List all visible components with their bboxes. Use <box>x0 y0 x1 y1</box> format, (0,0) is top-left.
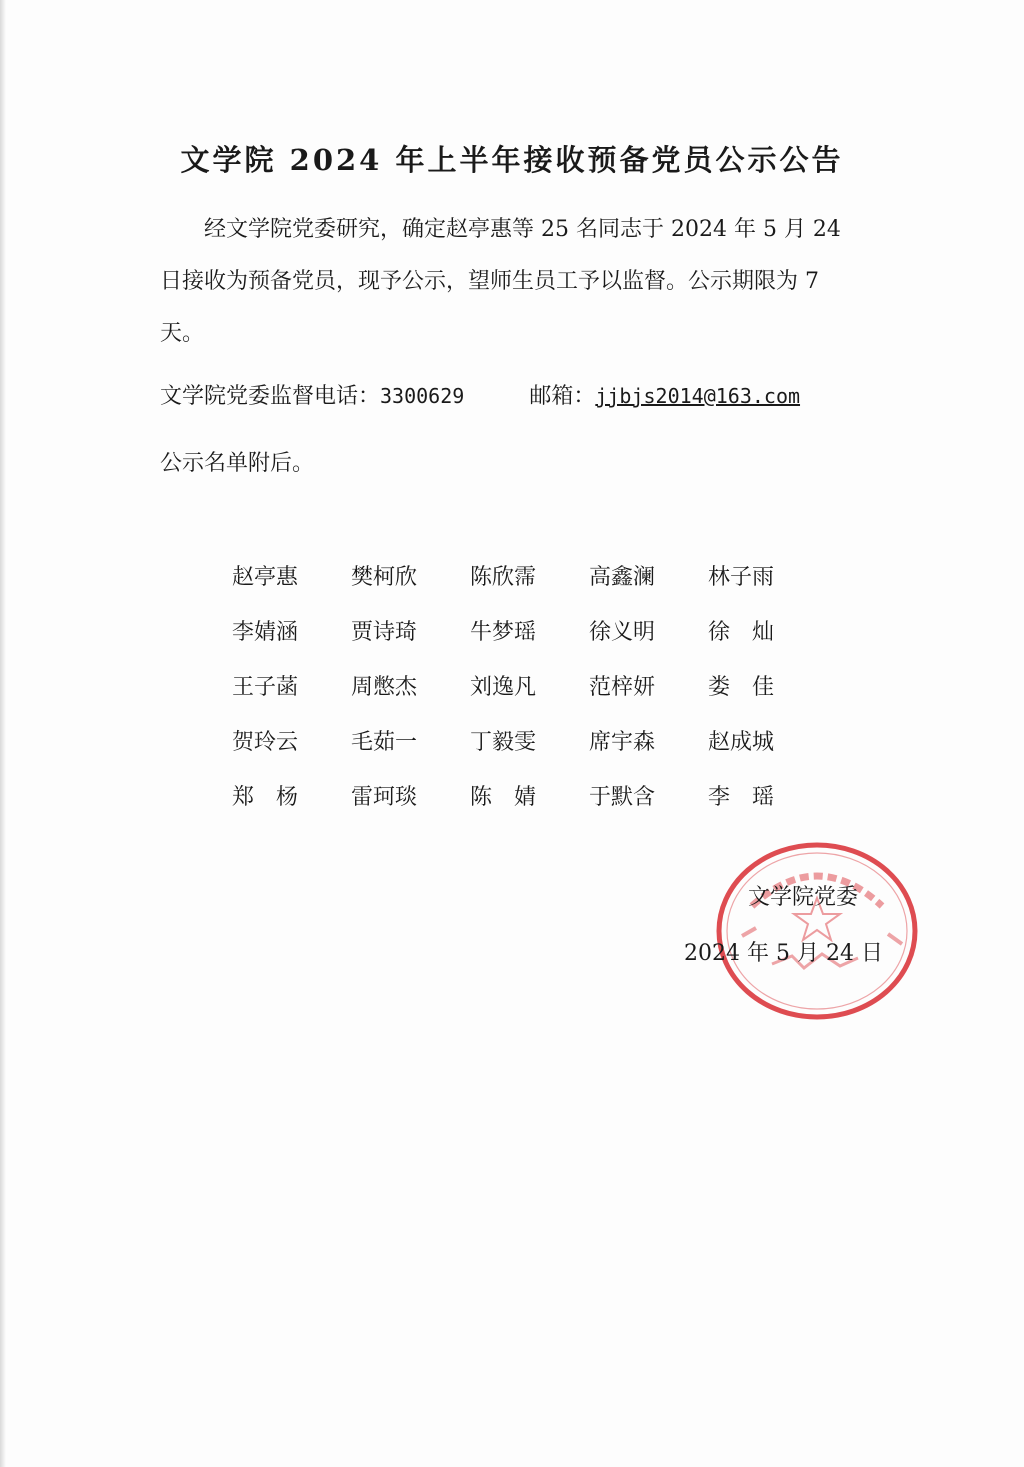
name-entry: 李婧涵 <box>232 620 299 645</box>
name-entry: 李 瑶 <box>708 785 775 810</box>
name-entry: 赵成城 <box>708 730 775 755</box>
name-entry: 于默含 <box>589 785 656 810</box>
name-entry: 雷珂琰 <box>351 785 418 810</box>
signing-organization: 文学院党委 <box>748 885 859 910</box>
email-label: 邮箱： <box>529 384 596 409</box>
announcement-body: 经文学院党委研究，确定赵亭惠等 25 名同志于 2024 年 5 月 24 日接收为预备党员，现予公示，望师生员工予以监督。公示期限为 7 天。 <box>160 217 841 346</box>
name-row <box>232 548 827 603</box>
name-entry: 徐义明 <box>589 620 656 645</box>
contact-line <box>160 376 800 417</box>
scan-edge-shadow <box>0 0 6 1467</box>
name-entry: 徐 灿 <box>708 620 775 645</box>
name-entry: 陈欣霈 <box>470 565 537 590</box>
attachment-note: 公示名单附后。 <box>160 451 315 476</box>
name-entry: 高鑫澜 <box>589 565 656 590</box>
name-entry: 林子雨 <box>708 565 775 590</box>
email-link[interactable]: jjbjs2014@163.com <box>595 384 801 408</box>
name-entry: 范梓妍 <box>589 675 656 700</box>
name-entry: 陈 婧 <box>470 785 537 810</box>
phone-number: 3300629 <box>380 384 465 408</box>
document-title: 文学院 2024 年上半年接收预备党员公示公告 <box>180 143 844 177</box>
name-entry: 娄 佳 <box>708 675 775 700</box>
name-entry: 丁毅雯 <box>470 730 537 755</box>
name-entry: 郑 杨 <box>232 785 299 810</box>
name-entry: 席宇森 <box>589 730 656 755</box>
name-row <box>232 658 827 713</box>
name-entry: 樊柯欣 <box>351 565 418 590</box>
name-entry: 王子菡 <box>232 675 299 700</box>
name-row <box>232 603 827 658</box>
name-entry: 牛梦瑶 <box>470 620 537 645</box>
name-row <box>232 713 827 768</box>
name-entry: 毛茹一 <box>351 730 418 755</box>
name-list <box>232 548 827 823</box>
official-seal-stamp <box>712 836 922 1026</box>
name-entry: 刘逸凡 <box>470 675 537 700</box>
name-entry: 贺玲云 <box>232 730 299 755</box>
signing-date: 2024 年 5 月 24 日 <box>684 941 883 966</box>
name-entry: 周憋杰 <box>351 675 418 700</box>
name-entry: 赵亭惠 <box>232 565 299 590</box>
name-row <box>232 768 827 823</box>
name-entry: 贾诗琦 <box>351 620 418 645</box>
phone-label: 文学院党委监督电话： <box>160 384 381 409</box>
